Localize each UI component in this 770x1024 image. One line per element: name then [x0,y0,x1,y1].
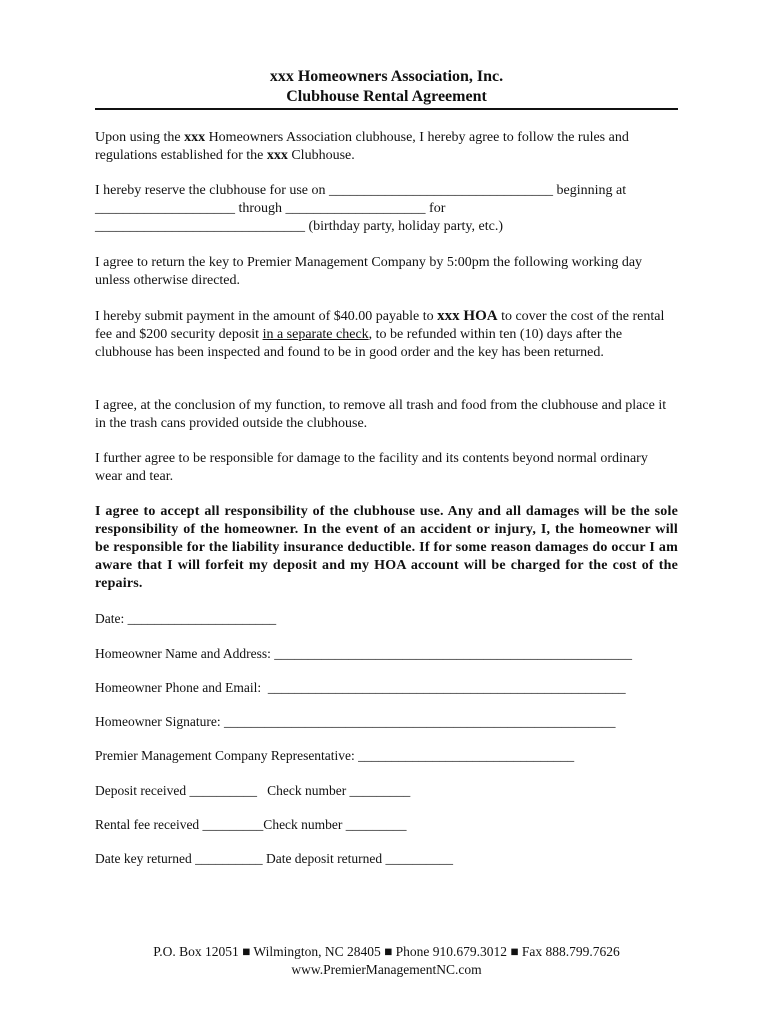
reservation-line-3: ______________________________ (birthday party, holiday party, etc.) [95,219,504,234]
reservation-line-1: I hereby reserve the clubhouse for use on ________________________________ beginning at [95,183,627,198]
reservation-paragraph [95,182,678,236]
title-divider [95,108,678,110]
deposit-check-field[interactable]: Deposit received __________ Check number _________ [95,783,411,798]
payment-paragraph: I hereby submit payment in the amount of $40.00 payable to xxx HOA to cover the cost of the rental fee and $200 security deposit in a separate check, to be refunded within ten (10) days after the clubhouse has been inspected and found to be in good order and the key has been returned. [95,308,665,360]
footer-website: www.PremierManagementNC.com [291,962,482,977]
intro-paragraph: Upon using the xxx Homeowners Association clubhouse, I hereby agree to follow the rules and regulations established for the xxx Clubhouse. [95,130,629,163]
rental-fee-check-field[interactable]: Rental fee received _________Check number _________ [95,817,407,832]
trash-paragraph: I agree, at the conclusion of my function, to remove all trash and food from the clubhouse and place it in the trash cans provided outside the clubhouse. [95,398,667,431]
damage-paragraph: I further agree to be responsible for damage to the facility and its contents beyond normal ordinary wear and tear. [95,451,648,484]
document-title: xxx Homeowners Association, Inc. [269,68,504,85]
signature-field[interactable]: Homeowner Signature: __________________________________________________________ [95,714,616,729]
key-return-paragraph: I agree to return the key to Premier Management Company by 5:00pm the following working day unless otherwise directed. [95,255,643,288]
key-deposit-returned-field[interactable]: Date key returned __________ Date deposit returned __________ [95,851,454,866]
representative-field[interactable]: Premier Management Company Representative: ________________________________ [95,748,575,763]
reservation-line-2: ____________________ through ____________________ for [95,201,446,216]
name-address-field[interactable]: Homeowner Name and Address: _____________________________________________________ [95,646,632,661]
document-subtitle: Clubhouse Rental Agreement [286,88,487,105]
footer-address: P.O. Box 12051 ■ Wilmington, NC 28405 ■ Phone 910.679.3012 ■ Fax 888.799.7626 [153,944,620,959]
liability-paragraph: I agree to accept all responsibility of the clubhouse use. Any and all damages will be the sole responsibility of the homeowner. In the event of an accident or injury, I, the homeowner will be responsible for the liability insurance deductible. If for some reason damages do occur I am aware that I will forfeit my deposit and my HOA account will be charged for the cost of the repairs. [95,504,678,591]
phone-email-field[interactable]: Homeowner Phone and Email: _____________________________________________________ [95,680,626,695]
date-field[interactable]: Date: ______________________ [95,611,277,626]
